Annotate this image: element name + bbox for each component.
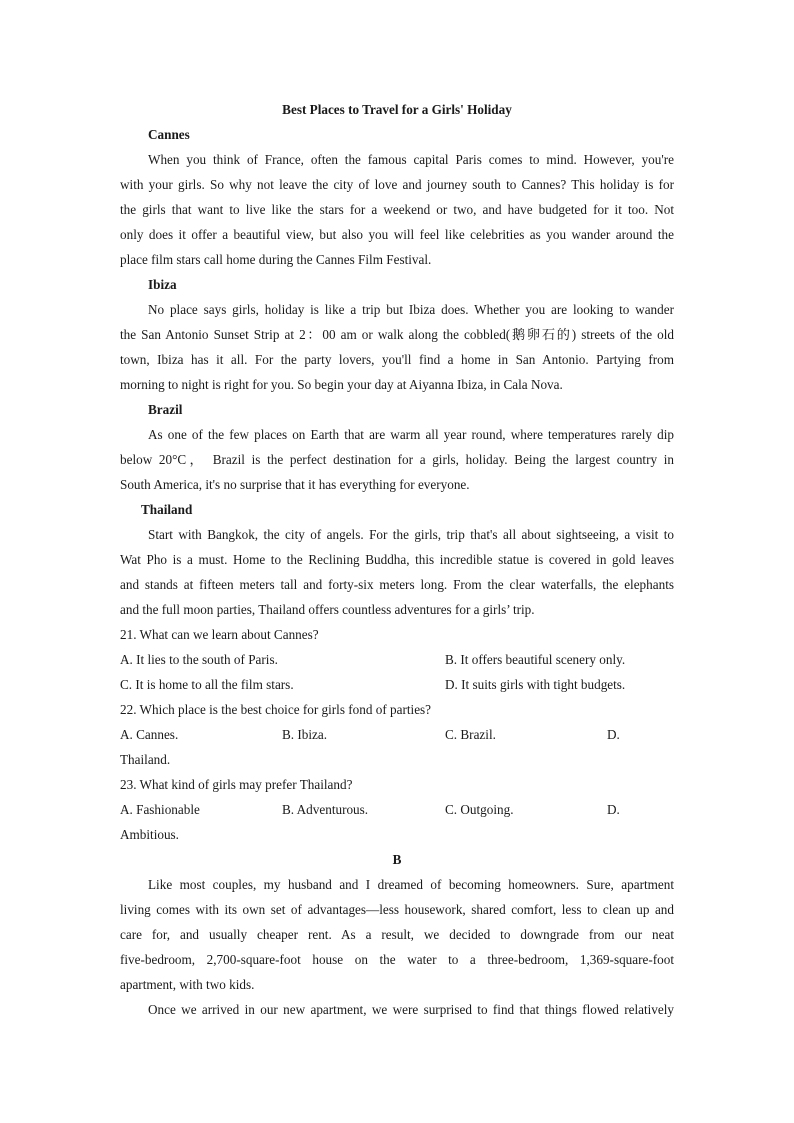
ibiza-line: town, Ibiza has it all. For the party lovers, you'll find a home in San Antonio. Partying from [120,352,674,367]
ibiza-line: No place says girls, holiday is like a trip but Ibiza does. Whether you are looking to wander [148,302,674,317]
page-title: Best Places to Travel for a Girls' Holiday [282,102,512,117]
option-d: D. [607,802,620,817]
option-d: D. It suits girls with tight budgets. [445,677,626,692]
ibiza-line: the San Antonio Sunset Strip at 2：00 am or walk along the cobbled(鹅卵石的) streets of the old [120,327,674,342]
option-c: C. Outgoing. [445,802,514,817]
heading-thailand: Thailand [141,502,193,517]
document-content [120,97,674,1022]
section-b-line: apartment, with two kids. [120,977,255,992]
option-a: A. Fashionable [120,802,200,817]
option-c: C. Brazil. [445,727,496,742]
option-b: B. Ibiza. [282,727,328,742]
section-b-heading: B [392,852,402,867]
brazil-line: As one of the few places on Earth that are warm all year round, where temperatures rarely dip [148,427,674,442]
question-22: 22. Which place is the best choice for girls fond of parties? [120,702,432,717]
ibiza-line: morning to night is right for you. So begin your day at Aiyanna Ibiza, in Cala Nova. [120,377,563,392]
cannes-line: with your girls. So why not leave the city of love and journey south to Cannes? This holiday is for [120,177,674,192]
question-21-options-row [120,647,674,672]
section-b-line: five-bedroom, 2,700-square-foot house on the water to a three-bedroom, 1,369-square-foot [120,952,674,967]
option-b: B. It offers beautiful scenery only. [445,652,626,667]
heading-brazil: Brazil [148,402,183,417]
question-21: 21. What can we learn about Cannes? [120,627,319,642]
thailand-line: and stands at fifteen meters tall and forty-six meters long. From the clear waterfalls, the elephants [120,577,674,592]
option-c: C. It is home to all the film stars. [120,677,294,692]
cannes-line: only does it offer a beautiful view, but also you will feel like celebrities as you wander around the [120,227,674,242]
option-d-text: Thailand. [120,752,171,767]
section-b-line: living comes with its own set of advantages—less housework, shared comfort, less to clean up and [120,902,674,917]
cannes-line: When you think of France, often the famous capital Paris comes to mind. However, you're [148,152,674,167]
section-b-line: Once we arrived in our new apartment, we were surprised to find that things flowed relatively [148,1002,674,1017]
question-21-options-row [120,672,674,697]
option-b: B. Adventurous. [282,802,369,817]
thailand-line: Start with Bangkok, the city of angels. For the girls, trip that's all about sightseeing, a visit to [148,527,674,542]
option-a: A. Cannes. [120,727,179,742]
option-d: D. [607,727,620,742]
brazil-line: South America, it's no surprise that it has everything for everyone. [120,477,470,492]
thailand-line: Wat Pho is a must. Home to the Reclining Buddha, this incredible statue is covered in gold leaves [120,552,674,567]
question-23-options-row [120,797,674,822]
brazil-line: below 20°C， Brazil is the perfect destination for a girls, holiday. Being the largest country in [120,452,674,467]
section-b-line: care for, and usually cheaper rent. As a result, we decided to downgrade from our neat [120,927,674,942]
heading-ibiza: Ibiza [148,277,177,292]
option-d-text: Ambitious. [120,827,179,842]
section-b-line: Like most couples, my husband and I dreamed of becoming homeowners. Sure, apartment [148,877,674,892]
thailand-line: and the full moon parties, Thailand offers countless adventures for a girls’ trip. [120,602,535,617]
cannes-line: place film stars call home during the Cannes Film Festival. [120,252,432,267]
question-22-options-row [120,722,674,747]
cannes-line: the girls that want to live like the stars for a weekend or two, and have budgeted for it too. Not [120,202,674,217]
heading-cannes: Cannes [148,127,190,142]
option-a: A. It lies to the south of Paris. [120,652,278,667]
question-23: 23. What kind of girls may prefer Thailand? [120,777,353,792]
